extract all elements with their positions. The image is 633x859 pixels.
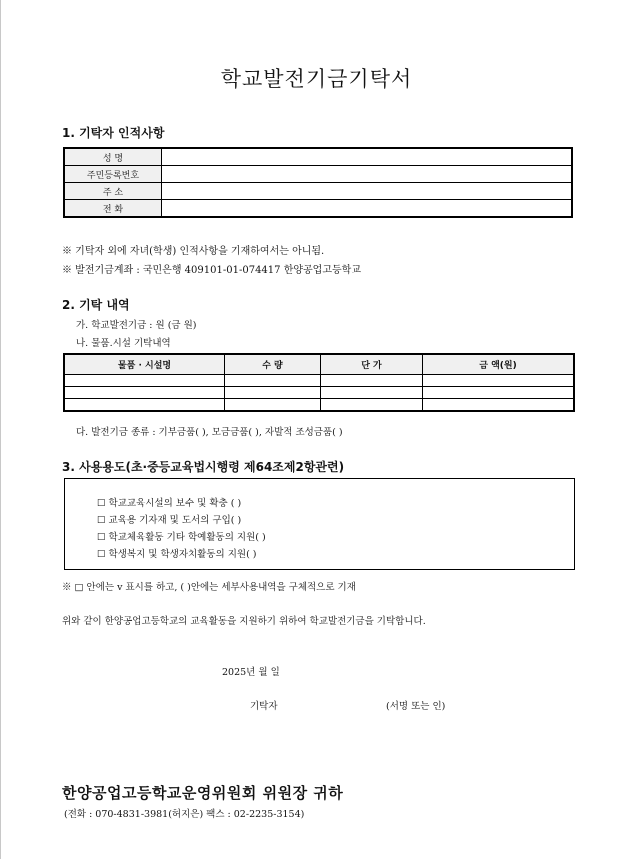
table-header-row — [64, 354, 574, 375]
signature-label: (서명 또는 인) — [386, 701, 446, 712]
cell[interactable] — [423, 387, 575, 399]
usage-item-sports[interactable]: ☐ 학교체육활동 기타 학예활동의 지원( ) — [97, 532, 266, 543]
recipient-line: 한양공업고등학교운영위원회 위원장 귀하 — [62, 784, 344, 802]
note-account: ※ 발전기금계좌 : 국민은행 409101-01-074417 한양공업고등학교 — [62, 265, 361, 276]
table-row — [64, 166, 572, 183]
id-number-field[interactable] — [162, 166, 573, 183]
section3-heading: 3. 사용용도(초·중등교육법시행령 제64조제2항관련) — [62, 460, 345, 474]
document-title: 학교발전기금기탁서 — [220, 67, 413, 91]
cell[interactable] — [225, 399, 321, 412]
section1-heading: 1. 기탁자 인적사항 — [62, 126, 165, 140]
donor-label: 기탁자 — [250, 701, 278, 712]
cell[interactable] — [423, 399, 575, 412]
cell[interactable] — [321, 375, 423, 387]
usage-box — [64, 478, 575, 570]
table-row — [64, 387, 574, 399]
col-quantity: 수 량 — [225, 354, 321, 375]
col-unit-price: 단 가 — [321, 354, 423, 375]
usage-item-welfare[interactable]: ☐ 학생복지 및 학생자치활동의 지원( ) — [97, 549, 257, 560]
fund-amount-line: 가. 학교발전기금 : 원 (금 원) — [76, 320, 197, 331]
date-line: 2025년 월 일 — [222, 667, 280, 678]
table-row — [64, 148, 572, 166]
cell[interactable] — [321, 387, 423, 399]
phone-field[interactable] — [162, 200, 573, 218]
phone-label: 전 화 — [64, 200, 162, 218]
section2-heading: 2. 기탁 내역 — [62, 298, 130, 312]
address-label: 주 소 — [64, 183, 162, 200]
col-amount: 금 액(원) — [423, 354, 575, 375]
donor-info-table — [63, 147, 573, 218]
cell[interactable] — [64, 375, 225, 387]
goods-table — [63, 353, 575, 412]
contact-line: (전화 : 070-4831-3981(허지은) 팩스 : 02-2235-3154) — [64, 809, 305, 820]
table-row — [64, 399, 574, 412]
statement: 위와 같이 한양공업고등학교의 교육활동을 지원하기 위하여 학교발전기금을 기탁합니다. — [62, 616, 426, 627]
name-label: 성 명 — [64, 148, 162, 166]
usage-item-equipment[interactable]: ☐ 교육용 기자재 및 도서의 구입( ) — [97, 515, 242, 526]
name-field[interactable] — [162, 148, 573, 166]
cell[interactable] — [225, 387, 321, 399]
table-row — [64, 200, 572, 218]
col-item-name: 물품 · 시설명 — [64, 354, 225, 375]
cell[interactable] — [225, 375, 321, 387]
id-number-label: 주민등록번호 — [64, 166, 162, 183]
goods-heading: 나. 물품.시설 기탁내역 — [76, 338, 171, 349]
note-no-child-info: ※ 기탁자 외에 자녀(학생) 인적사항을 기재하여서는 아니됨. — [62, 246, 325, 257]
cell[interactable] — [64, 399, 225, 412]
usage-item-facilities[interactable]: ☐ 학교교육시설의 보수 및 확충 ( ) — [97, 498, 242, 509]
page-left-border — [0, 0, 1, 859]
table-row — [64, 375, 574, 387]
fund-kinds-line: 다. 발전기금 종류 : 기부금품( ), 모금금품( ), 자발적 조성금품( ) — [76, 427, 343, 438]
address-field[interactable] — [162, 183, 573, 200]
usage-note: ※ □ 안에는 v 표시를 하고, ( )안에는 세부사용내역을 구체적으로 기재 — [62, 582, 356, 593]
cell[interactable] — [64, 387, 225, 399]
cell[interactable] — [423, 375, 575, 387]
cell[interactable] — [321, 399, 423, 412]
table-row — [64, 183, 572, 200]
